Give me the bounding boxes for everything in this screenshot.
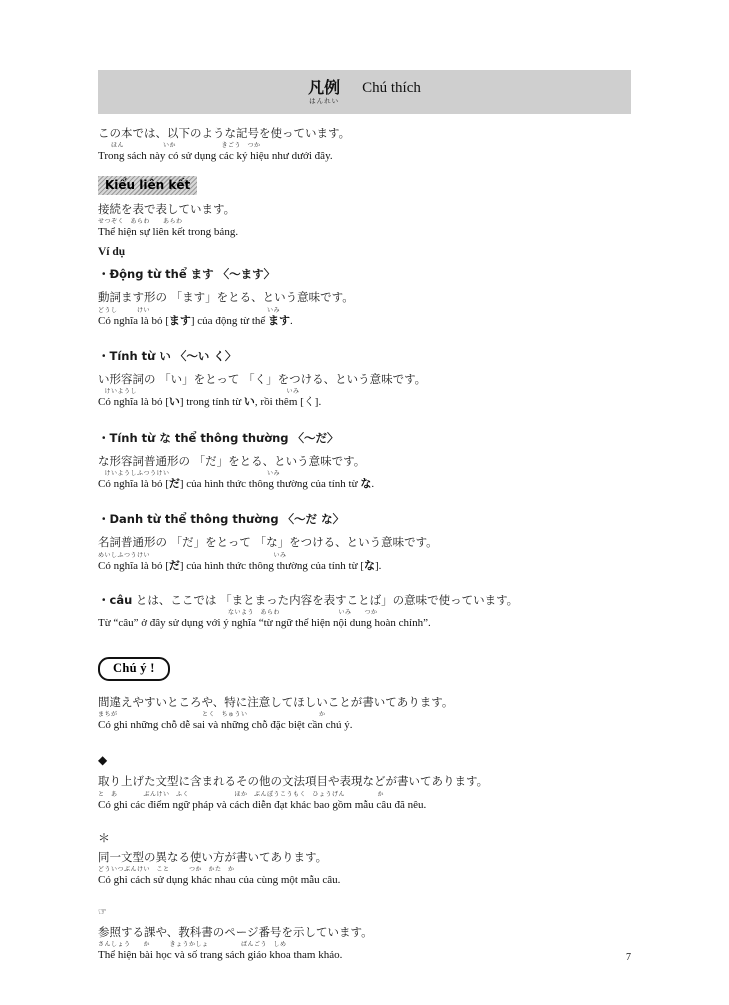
chuy-vietnamese: Có ghi những chỗ dễ sai và những chỗ đặc biệt cần chú ý. xyxy=(98,719,353,732)
vn-pre: Có nghĩa là bỏ [ xyxy=(98,478,169,491)
example-item-japanese-ruby: めいしふつうけい いみ xyxy=(98,551,287,559)
example-item xyxy=(98,430,631,492)
symbol-vietnamese: Thể hiện bài học và số trang sách giáo khoa tham khảo. xyxy=(98,949,343,962)
cau-note-vietnamese: Từ “câu” ở đây sử dụng với ý nghĩa “từ ngữ thể hiện nội dung hoàn chỉnh”. xyxy=(98,617,431,630)
chuy-block xyxy=(98,657,631,733)
vn-post: ]. xyxy=(374,559,382,572)
vn-pre: Có nghĩa là bỏ [ xyxy=(98,559,169,572)
intro-block xyxy=(98,126,631,164)
page-number: 7 xyxy=(626,952,631,963)
vn-mid: ] trong tính từ xyxy=(179,396,244,409)
example-item-heading: ・Động từ thể ます 〈〜ます〉 xyxy=(98,267,276,282)
example-item-japanese: 動詞ます形の 「ます」をとる、という意味です。 xyxy=(98,290,354,305)
example-item xyxy=(98,266,631,328)
example-item-japanese-ruby: けいようしふつうけい いみ xyxy=(98,470,281,478)
example-item-vietnamese xyxy=(98,559,631,573)
symbol-block xyxy=(98,754,631,812)
vn-pre: Có nghĩa là bỏ [ xyxy=(98,314,169,327)
diamond-icon: ◆ xyxy=(98,753,108,768)
intro-japanese-ruby: ほん いか きごう つか xyxy=(98,142,261,150)
symbol-block xyxy=(98,832,631,888)
example-item-japanese: 名詞普通形の 「だ」をとって 「な」をつける、という意味です。 xyxy=(98,535,438,550)
vn-bold-2: い xyxy=(243,396,255,409)
example-item-japanese-ruby: どうし けい いみ xyxy=(98,306,281,314)
header-title-japanese xyxy=(308,77,341,105)
vn-bold-2: ます xyxy=(268,314,291,327)
chuy-badge: Chú ý ! xyxy=(98,657,170,681)
vn-bold-1: ます xyxy=(168,314,191,327)
example-item-vietnamese xyxy=(98,477,631,491)
symbol-vietnamese: Có ghi các điểm ngữ pháp và cách diễn đạt khác bao gồm mẫu câu đã nêu. xyxy=(98,798,427,811)
example-item-japanese: い形容詞の 「い」をとって 「く」をつける、という意味です。 xyxy=(98,372,427,387)
header-title-ruby: はんれい xyxy=(309,96,340,105)
example-item-heading: ・Danh từ thể thông thường 〈〜だ な〉 xyxy=(98,512,345,527)
chuy-japanese: 間違えやすいところや、特に注意してほしいことが書いてあります。 xyxy=(98,694,454,709)
symbol-japanese-ruby: さんしょう か きょうかしょ ばんごう しめ xyxy=(98,941,287,949)
section-link-japanese: 接続を表で表しています。 xyxy=(98,201,236,216)
chuy-japanese-ruby: まちが とく ちゅうい か xyxy=(98,711,326,719)
symbol-japanese-ruby: と あ ぶんけい ふく ほか ぶんぽうこうもく ひょうげん か xyxy=(98,790,385,798)
header-title-vietnamese: Chú thích xyxy=(362,80,421,96)
pointing-hand-icon: ☞ xyxy=(98,906,107,918)
cau-note-block xyxy=(98,593,631,631)
vn-bold-1: い xyxy=(168,396,180,409)
vn-post: . xyxy=(371,478,375,491)
header-title-jp-text: 凡例 xyxy=(308,77,341,97)
section-link-tag: Kiểu liên kết xyxy=(98,176,197,195)
example-item-japanese: な形容詞普通形の 「だ」をとる、という意味です。 xyxy=(98,453,366,468)
page-header-banner xyxy=(98,70,631,114)
example-item xyxy=(98,511,631,573)
section-link-japanese-ruby: せつぞく あらわ あらわ xyxy=(98,218,183,226)
example-item-vietnamese xyxy=(98,314,631,328)
example-item xyxy=(98,348,631,410)
vn-bold-1: だ xyxy=(168,478,180,491)
example-item-heading: ・Tính từ い 〈〜い く〉 xyxy=(98,349,237,364)
example-label: Ví dụ xyxy=(98,246,126,259)
vn-bold-2: な xyxy=(360,478,372,491)
symbol-japanese: 参照する課や、教科書のページ番号を示しています。 xyxy=(98,924,373,939)
symbol-vietnamese: Có ghi cách sử dụng khác nhau của cùng một mẫu câu. xyxy=(98,874,341,887)
symbol-japanese: 取り上げた文型に含まれるその他の文法項目や表現などが書いてあります。 xyxy=(98,774,489,789)
example-item-japanese-ruby: けいようし いみ xyxy=(98,388,300,396)
asterisk-icon: ＊ xyxy=(98,831,111,846)
vn-mid: ] của hình thức thông thường của tính từ xyxy=(179,478,361,491)
section-link-block xyxy=(98,176,631,259)
example-item-heading: ・Tính từ な thể thông thường 〈〜だ〉 xyxy=(98,430,339,445)
vn-post: , rồi thêm [く]. xyxy=(254,396,322,409)
vn-post: . xyxy=(290,314,293,327)
cau-note-japanese-ruby: ないよう あらわ いみ つか xyxy=(98,609,378,617)
intro-vietnamese: Trong sách này có sử dụng các ký hiệu như dưới đây. xyxy=(98,150,333,163)
cau-note-heading: ・câu xyxy=(98,593,133,608)
vn-bold-1: だ xyxy=(168,559,180,572)
example-item-vietnamese xyxy=(98,395,631,409)
vn-mid: ] của hình thức thông thường của tính từ [ xyxy=(179,559,364,572)
vn-pre: Có nghĩa là bỏ [ xyxy=(98,396,169,409)
vn-bold-2: な xyxy=(363,559,375,572)
section-link-vietnamese: Thể hiện sự liên kết trong bảng. xyxy=(98,226,239,239)
symbol-japanese: 同一文型の異なる使い方が書いてあります。 xyxy=(98,850,328,865)
cau-note-japanese xyxy=(98,593,631,607)
symbol-japanese-ruby: どういつぶんけい こと つか かた か xyxy=(98,866,235,874)
cau-note-japanese-text: とは、ここでは 「まとまった内容を表すことば」の意味で使っています。 xyxy=(135,593,519,608)
vn-mid: ] của động từ thể xyxy=(190,314,269,327)
intro-japanese: この本では、以下のような記号を使っています。 xyxy=(98,126,351,140)
symbol-block xyxy=(98,908,631,963)
